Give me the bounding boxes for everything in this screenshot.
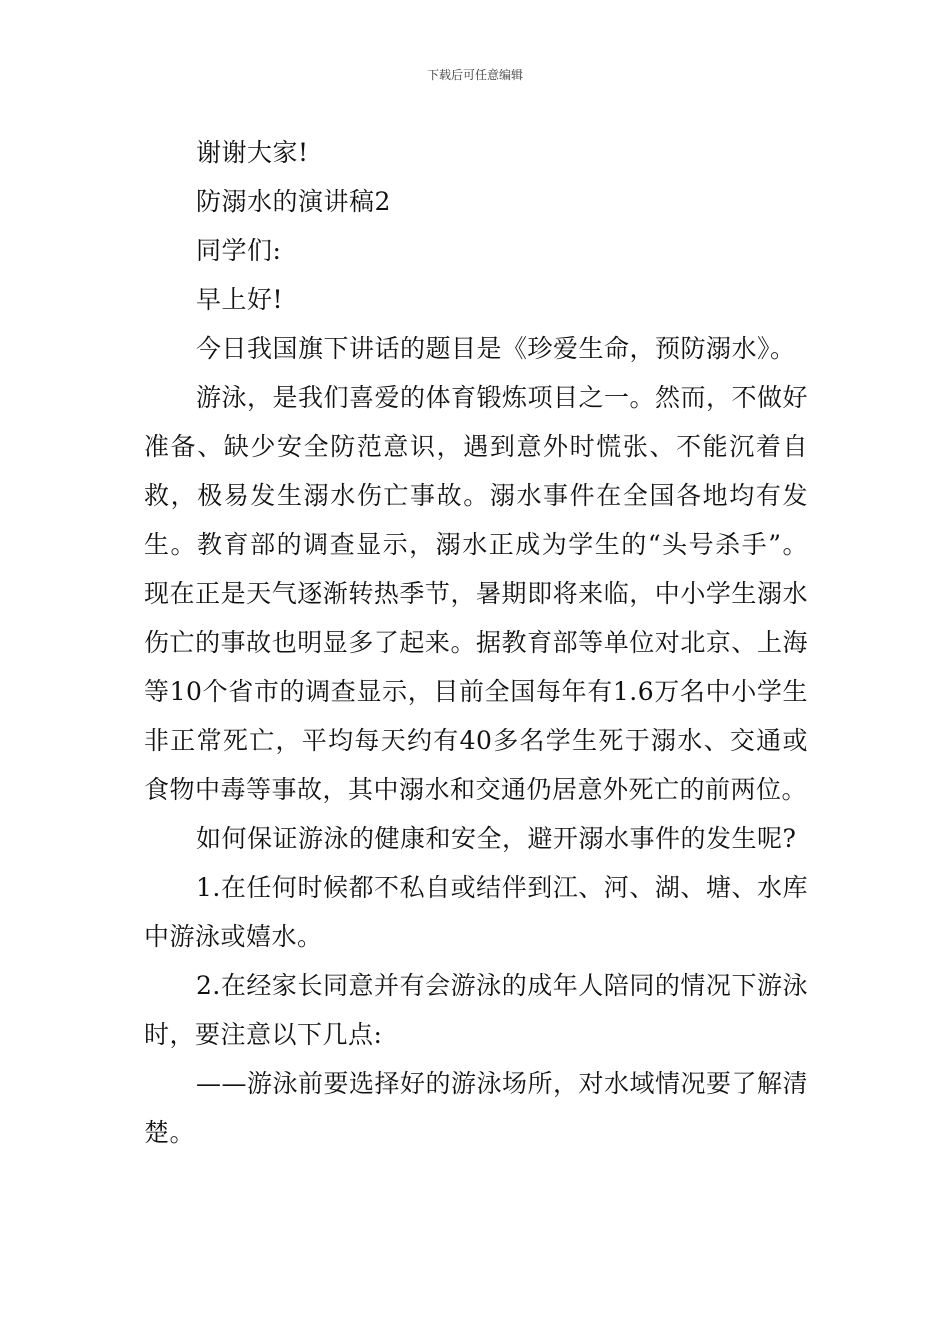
paragraph-good-morning: 早上好! (196, 285, 284, 314)
paragraph-rule-2-point-1: ——游泳前要选择好的游泳场所，对水域情况要了解清楚。 (144, 1069, 809, 1147)
paragraph-rule-1: 1.在任何时候都不私自或结伴到江、河、湖、塘、水库中游泳或嬉水。 (144, 873, 808, 951)
paragraph-swimming-risks: 游泳，是我们喜爱的体育锻炼项目之一。然而，不做好准备、缺少安全防范意识，遇到意外时慌张、不能沉着自救，极易发生溺水伤亡事故。溺水事件在全国各地均有发生。教育部的调查显示，溺水正成为学生的“头号杀手”。现在正是天气逐渐转热季节，暑期即将来临，中小学生溺水伤亡的事故也明显多了起来。据教育部等单位对北京、上海等10个省市的调查显示，目前全国每年有1.6万名中小学生非正常死亡，平均每天约有40多名学生死于溺水、交通或食物中毒等事故，其中溺水和交通仍居意外死亡的前两位。 (144, 383, 809, 804)
document-body (144, 128, 808, 1157)
page-header-note: 下载后可任意编辑 (426, 68, 523, 82)
paragraph-speech-title: 防溺水的演讲稿2 (196, 187, 391, 216)
paragraph-thanks: 谢谢大家! (196, 138, 309, 167)
paragraph-topic: 今日我国旗下讲话的题目是《珍爱生命，预防溺水》。 (196, 334, 796, 363)
paragraph-question: 如何保证游泳的健康和安全，避开溺水事件的发生呢? (196, 824, 797, 853)
paragraph-rule-2: 2.在经家长同意并有会游泳的成年人陪同的情况下游泳时，要注意以下几点: (144, 971, 808, 1049)
paragraph-greeting-students: 同学们: (196, 236, 282, 265)
